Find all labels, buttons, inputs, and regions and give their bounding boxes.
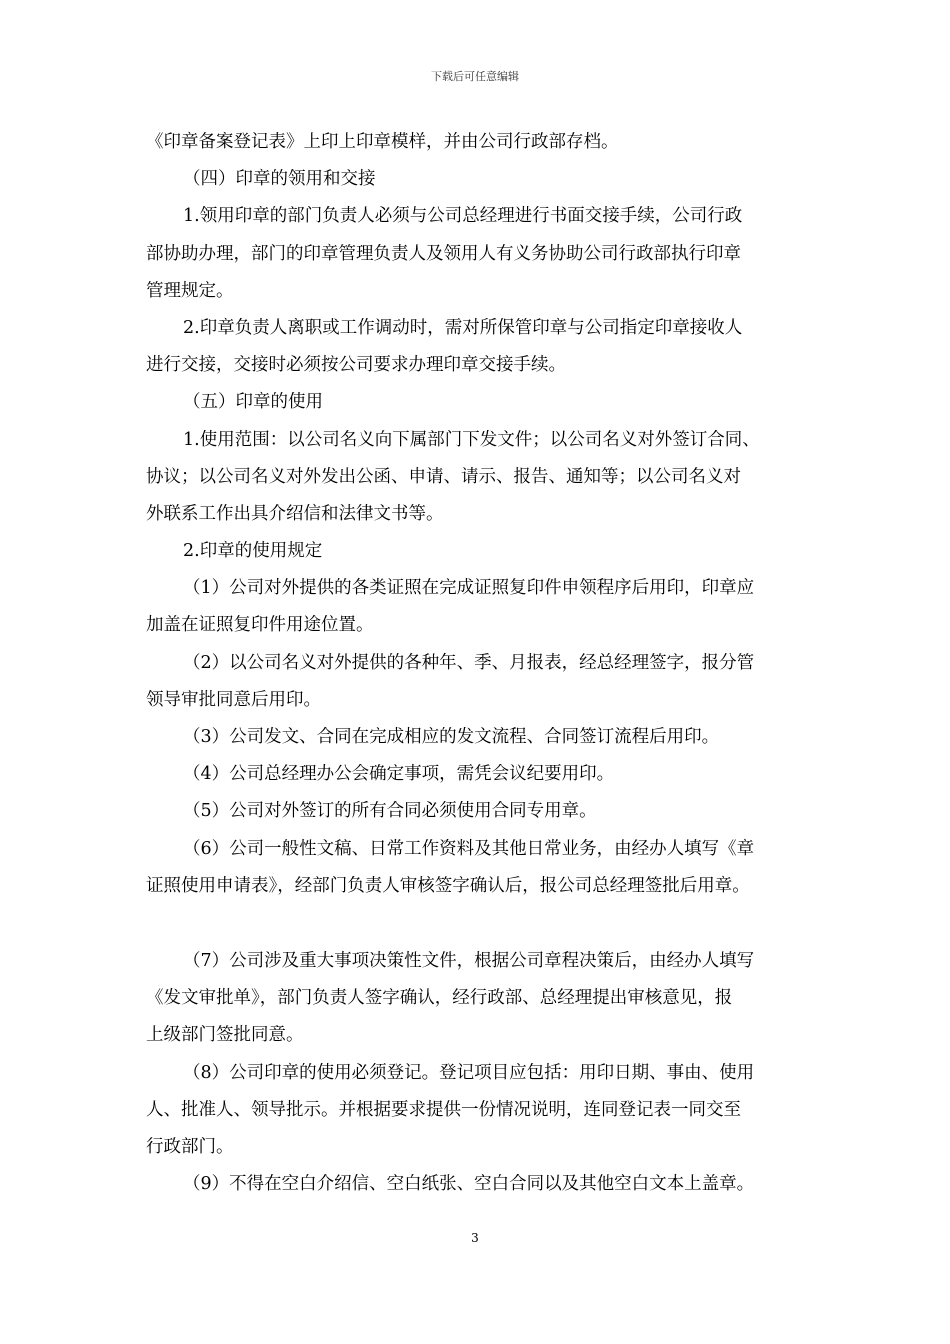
paragraph-line: 领导审批同意后用印。 [146,689,321,710]
paragraph-line: 部协助办理，部门的印章管理负责人及领用人有义务协助公司行政部执行印章 [146,243,741,264]
section-heading: （五）印章的使用 [183,392,323,413]
paragraph-line: 2.印章负责人离职或工作调动时，需对所保管印章与公司指定印章接收人 [183,317,743,338]
paragraph-line: 1.领用印章的部门负责人必须与公司总经理进行书面交接手续，公司行政 [183,206,743,227]
paragraph-line: 《发文审批单》，部门负责人签字确认，经行政部、总经理提出审核意见，报 [146,988,733,1009]
paragraph-line: 加盖在证照复印件用途位置。 [146,615,374,636]
paragraph-line: （8）公司印章的使用必须登记。登记项目应包括：用印日期、事由、使用 [183,1062,755,1083]
paragraph-line: （9）不得在空白介绍信、空白纸张、空白合同以及其他空白文本上盖章。 [183,1174,755,1195]
section-heading: （四）印章的领用和交接 [183,169,376,190]
page-number: 3 [471,1231,479,1245]
paragraph-line: 外联系工作出具介绍信和法律文书等。 [146,503,444,524]
page-header: 下载后可任意编辑 [431,70,519,83]
paragraph-line: 上级部门签批同意。 [146,1025,304,1046]
paragraph-line: （7）公司涉及重大事项决策性文件，根据公司章程决策后，由经办人填写 [183,950,755,971]
subsection-heading: 2.印章的使用规定 [183,541,323,562]
paragraph-line: （3）公司发文、合同在完成相应的发文流程、合同签订流程后用印。 [183,727,720,747]
paragraph-line: 证照使用申请表》，经部门负责人审核签字确认后，报公司总经理签批后用章。 [146,875,750,896]
paragraph-line: 行政部门。 [146,1136,234,1157]
paragraph-line: （2）以公司名义对外提供的各种年、季、月报表，经总经理签字，报分管 [183,652,755,673]
paragraph-line: 1.使用范围：以公司名义向下属部门下发文件；以公司名义对外签订合同、 [183,429,760,450]
paragraph-line: 人、批准人、领导批示。并根据要求提供一份情况说明，连同登记表一同交至 [146,1099,741,1120]
document-body [146,124,812,1203]
paragraph-line: 《印章备案登记表》上印上印章模样，并由公司行政部存档。 [146,132,619,152]
paragraph-line: 协议；以公司名义对外发出公函、申请、请示、报告、通知等；以公司名义对 [146,466,741,487]
paragraph-line: 管理规定。 [146,280,234,301]
paragraph-line: （4）公司总经理办公会确定事项，需凭会议纪要用印。 [183,764,615,785]
paragraph-line: （6）公司一般性文稿、日常工作资料及其他日常业务，由经办人填写《章 [183,838,755,859]
paragraph-line: （5）公司对外签订的所有合同必须使用合同专用章。 [183,801,597,822]
blank-line [146,905,812,943]
paragraph-line: （1）公司对外提供的各类证照在完成证照复印件申领程序后用印，印章应 [183,578,755,599]
paragraph-line: 进行交接，交接时必须按公司要求办理印章交接手续。 [146,355,566,376]
